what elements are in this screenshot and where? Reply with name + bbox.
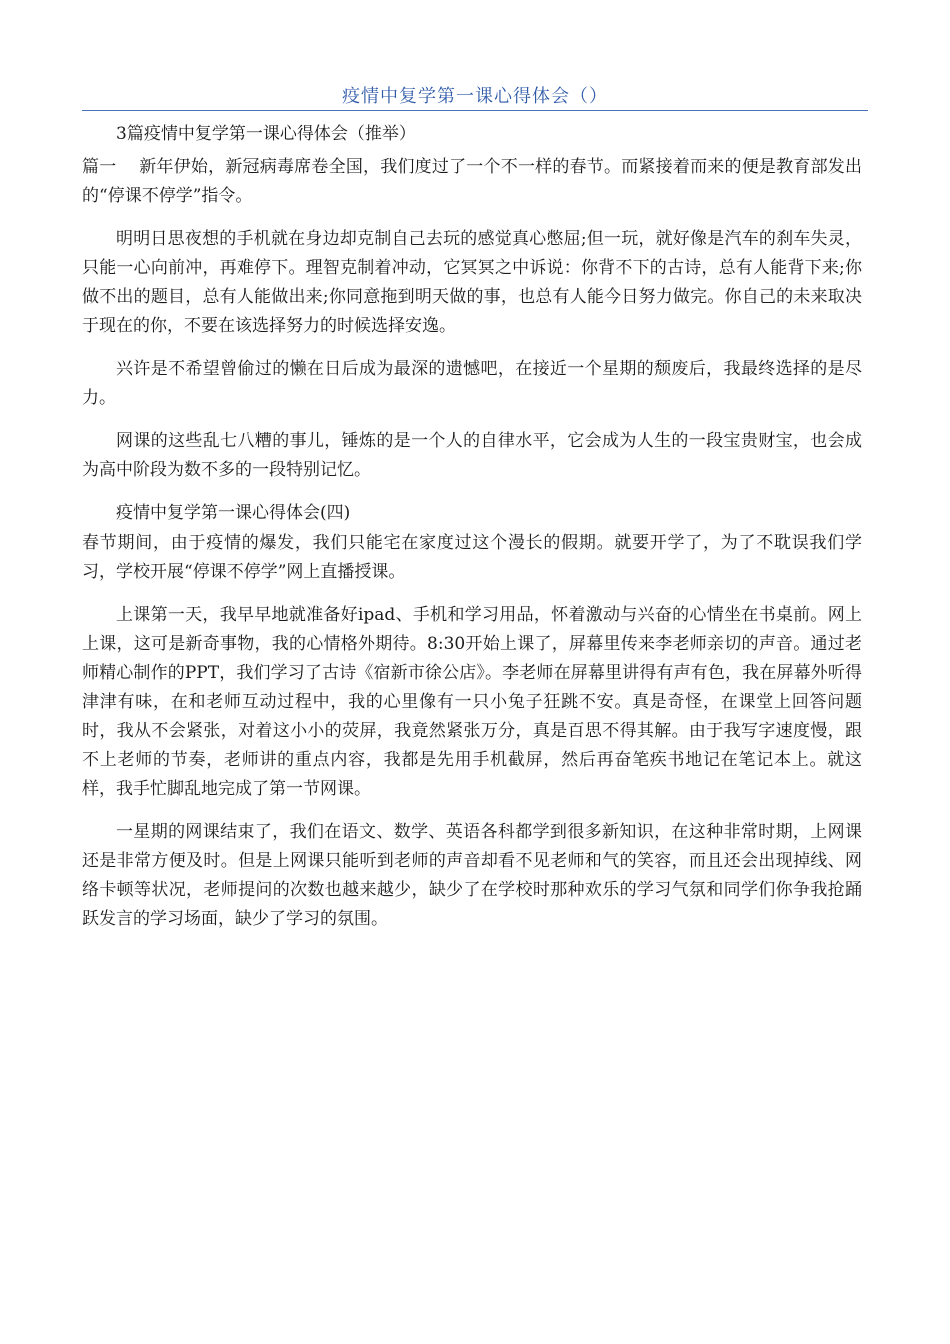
- paragraph-4: 网课的这些乱七八糟的事儿，锤炼的是一个人的自律水平，它会成为人生的一段宝贵财宝，也会成为高中阶段为数不多的一段特别记忆。: [82, 431, 862, 480]
- paragraph-1: 篇一 新年伊始，新冠病毒席卷全国，我们度过了一个不一样的春节。而紧接着而来的便是教育部发出的“停课不停学”指令。: [82, 157, 862, 206]
- subtitle: 3篇疫情中复学第一课心得体会（推举）: [116, 124, 416, 144]
- paragraph-7: 一星期的网课结束了，我们在语文、数学、英语各科都学到很多新知识，在这种非常时期，上网课还是非常方便及时。但是上网课只能听到老师的声音却看不见老师和气的笑容，而且还会出现掉线、网络卡顿等状况，老师提问的次数也越来越少，缺少了在学校时那种欢乐的学习气氛和同学们你争我抢踊跃发言的学习场面，缺少了学习的氛围。: [82, 822, 862, 929]
- paragraph-5: 春节期间，由于疫情的爆发，我们只能宅在家度过这个漫长的假期。就要开学了，为了不耽误我们学习，学校开展“停课不停学”网上直播授课。: [82, 533, 862, 582]
- paragraph-6: 上课第一天，我早早地就准备好ipad、手机和学习用品，怀着激动与兴奋的心情坐在书桌前。网上上课，这可是新奇事物，我的心情格外期待。8:30开始上课了，屏幕里传来李老师亲切的声音。通过老师精心制作的PPT，我们学习了古诗《宿新市徐公店》。李老师在屏幕里讲得有声有色，我在屏幕外听得津津有味，在和老师互动过程中，我的心里像有一只小兔子狂跳不安。真是奇怪，在课堂上回答问题时，我从不会紧张，对着这小小的荧屏，我竟然紧张万分，真是百思不得其解。由于我写字速度慢，跟不上老师的节奏，老师讲的重点内容，我都是先用手机截屏，然后再奋笔疾书地记在笔记本上。就这样，我手忙脚乱地完成了第一节网课。: [82, 605, 862, 799]
- page-header: [82, 78, 868, 111]
- paragraph-2: 明明日思夜想的手机就在身边却克制自己去玩的感觉真心憋屈;但一玩，就好像是汽车的刹车失灵，只能一心向前冲，再难停下。理智克制着冲动，它冥冥之中诉说：你背不下的古诗，总有人能背下来;你做不出的题目，总有人能做出来;你同意拖到明天做的事，也总有人能今日努力做完。你自己的未来取决于现在的你，不要在该选择努力的时候选择安逸。: [82, 229, 862, 336]
- document-body: [82, 120, 862, 948]
- header-title: 疫情中复学第一课心得体会（）: [342, 86, 608, 107]
- section-title: 疫情中复学第一课心得体会(四): [116, 503, 351, 523]
- paragraph-3: 兴许是不希望曾偷过的懒在日后成为最深的遗憾吧，在接近一个星期的颓废后，我最终选择的是尽力。: [82, 359, 862, 408]
